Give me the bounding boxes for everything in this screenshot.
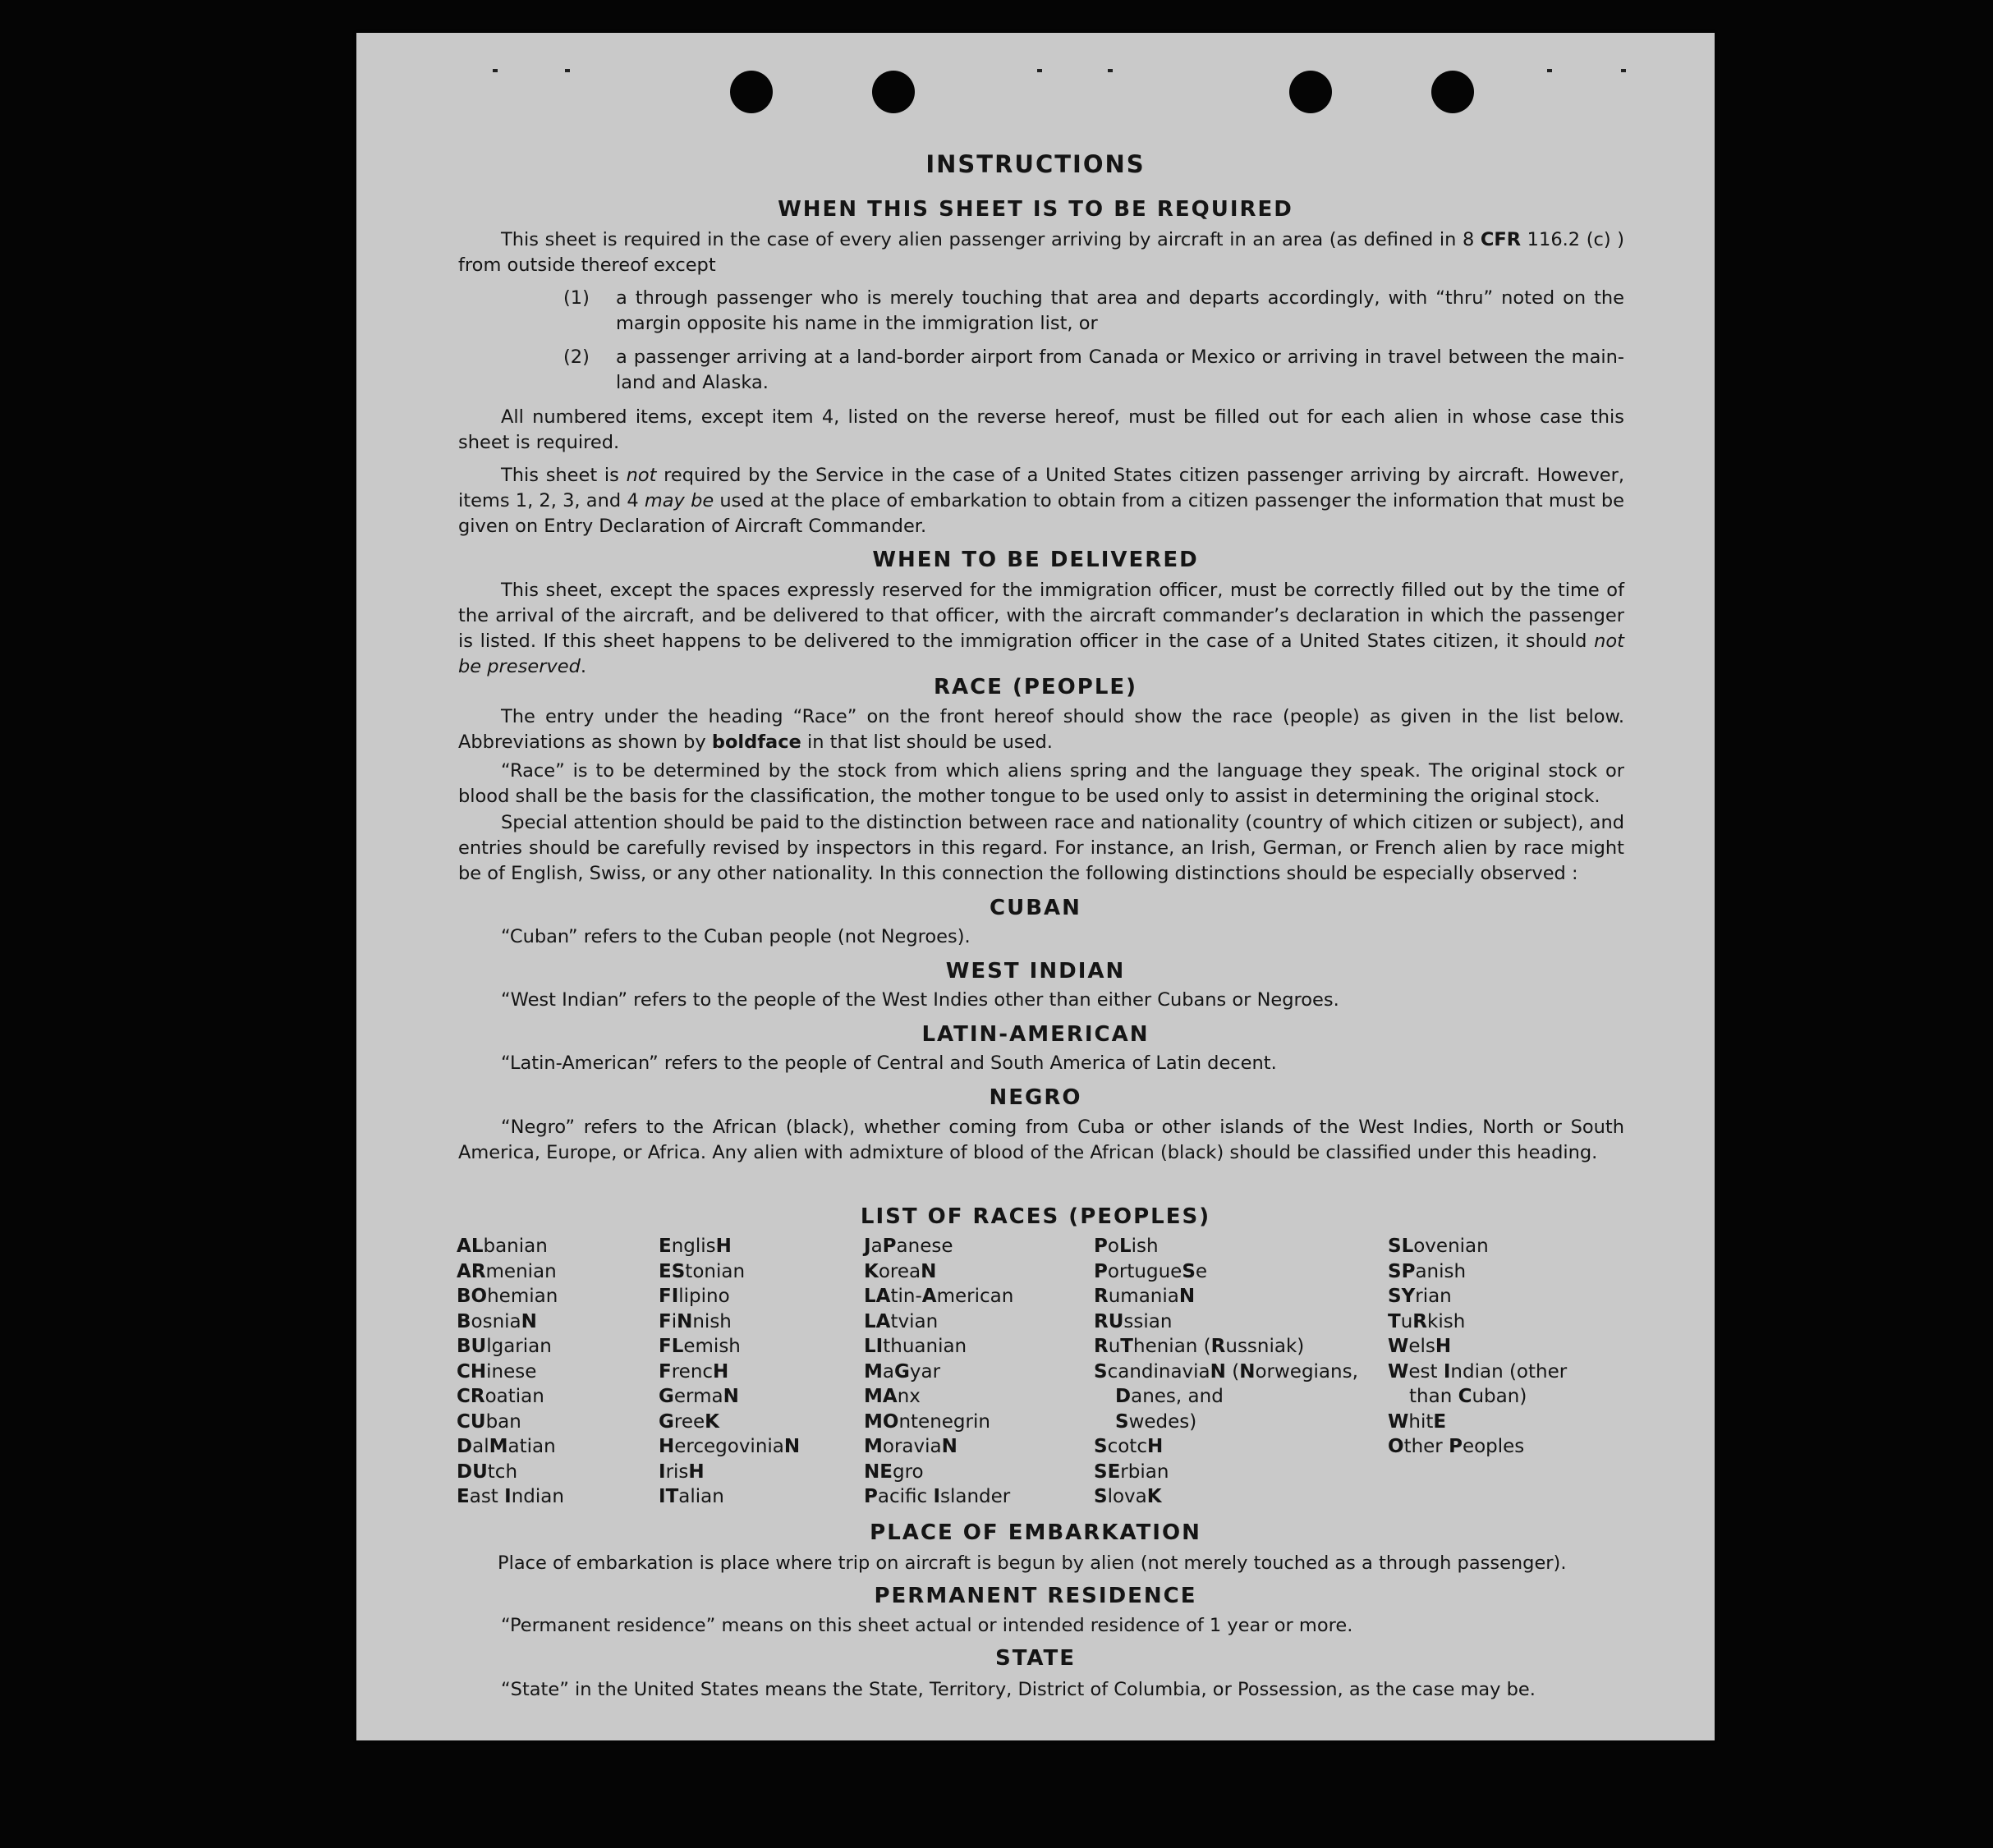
list-item [563, 286, 1624, 337]
race-column-1 [457, 1234, 564, 1510]
item-number: (2) [563, 346, 590, 368]
race-entry: PortugueSe [1094, 1260, 1208, 1282]
text-cuban: “Cuban” refers to the Cuban people (not Negroes). [501, 926, 971, 947]
race-entry: EnglisH [659, 1236, 732, 1257]
race-entry: DalMatian [457, 1436, 556, 1457]
list-item [563, 345, 1624, 396]
text-latin-american: “Latin-American” refers to the people of Central and South America of Latin decent. [501, 1052, 1277, 1074]
punch-hole [872, 71, 915, 113]
race-entry: WelsH [1388, 1336, 1452, 1357]
race-entry: FIlipino [659, 1286, 730, 1307]
page-title: INSTRUCTIONS [925, 150, 1146, 178]
heading-cuban: CUBAN [990, 896, 1081, 920]
heading-when-delivered: WHEN TO BE DELIVERED [872, 548, 1199, 572]
race-entry: LIthuanian [864, 1336, 967, 1357]
paper-speck [1108, 69, 1113, 72]
para-negro: “Negro” refers to the African (black), whether coming from Cuba or other islands of the West Indies, North or South America, Europe, or Africa. Any alien with admixture of blood of the African (black) should be classified under this heading. [458, 1117, 1624, 1163]
heading-state: STATE [994, 1646, 1077, 1671]
race-entry: BosniaN [457, 1310, 537, 1332]
para-when-required: This sheet is required in the case of every alien passenger arriving by aircraft in an area (as defined in 8 CFR 116.2 (c) ) from outside thereof except [458, 229, 1624, 276]
race-entry: CHinese [457, 1360, 537, 1383]
race-entry: EStonian [659, 1260, 746, 1282]
race-entry: East Indian [457, 1486, 564, 1507]
race-entry: TuRkish [1388, 1310, 1466, 1332]
race-entry: FrencH [659, 1360, 729, 1383]
race-entry: KoreaN [864, 1260, 937, 1282]
race-entry: GreeK [659, 1410, 719, 1433]
race-entry: ScandinaviaN (Norwegians, [1094, 1360, 1358, 1383]
race-entry: FLemish [659, 1336, 741, 1357]
race-entry: ARmenian [457, 1260, 557, 1282]
race-column-3 [864, 1234, 1013, 1510]
para-citizen: This sheet is not required by the Service in the case of a United States citizen passenger arriving by aircraft. However, items 1, 2, 3, and 4 may be used at the place of embarkation to obtain from a citizen passenger the information that must be given on Entry Declaration of Aircraft Commander. [458, 465, 1625, 537]
document-page [356, 33, 1715, 1740]
heading-when-required: WHEN THIS SHEET IS TO BE REQUIRED [778, 197, 1293, 222]
race-entry: LAtin-American [864, 1286, 1014, 1307]
race-entry: than Cuban) [1409, 1386, 1527, 1407]
text-state: “State” in the United States means the State, Territory, District of Columbia, or Possession, as the case may be. [501, 1679, 1536, 1700]
race-entry: MOntenegrin [864, 1410, 990, 1433]
race-entry: Pacific Islander [864, 1486, 1011, 1507]
race-column-4 [1094, 1234, 1358, 1510]
race-entry: RumaniaN [1094, 1286, 1196, 1307]
race-entry: ScotcH [1094, 1436, 1164, 1457]
race-entry: SErbian [1094, 1461, 1169, 1483]
race-entry: GermaN [659, 1386, 739, 1407]
punch-hole [1431, 71, 1474, 113]
para-when-delivered: This sheet, except the spaces expressly reserved for the immigration officer, must be correctly filled out by the time of the arrival of the aircraft, and be delivered to that officer, with the aircraft commander’s declaration in which the passenger is listed. If this sheet happens to be delivered to the immigration officer in the case of a United States citizen, it should not be preserved. [458, 580, 1624, 677]
race-entry: Danes, and [1115, 1386, 1224, 1407]
race-entry: NEgro [864, 1461, 924, 1483]
race-entry: ALbanian [457, 1236, 548, 1257]
race-entry: DUtch [457, 1461, 518, 1483]
race-entry: FiNnish [659, 1310, 732, 1332]
item-text: a through passenger who is merely touching that area and departs accordingly, with “thru” noted on the margin opposite his name in the immigration list, or [616, 287, 1624, 334]
heading-negro: NEGRO [989, 1085, 1082, 1110]
paper-speck [1621, 69, 1626, 72]
race-entry: CRoatian [457, 1386, 544, 1407]
text-west-indian: “West Indian” refers to the people of the West Indies other than either Cubans or Negroes. [501, 989, 1339, 1011]
race-entry: MoraviaN [864, 1436, 957, 1457]
paper-speck [1547, 69, 1552, 72]
race-entry: LAtvian [864, 1310, 939, 1332]
punch-hole [730, 71, 773, 113]
race-entry: CUban [457, 1410, 521, 1433]
race-entry: SYrian [1388, 1286, 1452, 1307]
race-entry: ITalian [659, 1486, 724, 1507]
race-entry: RuThenian (Russniak) [1094, 1336, 1305, 1357]
race-entry: SPanish [1388, 1260, 1467, 1282]
heading-embarkation: PLACE OF EMBARKATION [870, 1520, 1201, 1545]
race-entry: JaPanese [864, 1236, 953, 1257]
race-entry: Swedes) [1115, 1410, 1197, 1433]
race-entry: BOhemian [457, 1286, 558, 1307]
race-entry: RUssian [1094, 1310, 1173, 1332]
race-column-2 [659, 1234, 800, 1510]
para-race-1: The entry under the heading “Race” on the front hereof should show the race (people) as given in the list below. Abbreviations as shown by boldface in that list should be used. [458, 706, 1624, 753]
race-entry: HercegoviniaN [659, 1436, 801, 1457]
race-entry: SlovaK [1094, 1486, 1162, 1507]
text-permanent-residence: “Permanent residence” means on this sheet actual or intended residence of 1 year or more. [501, 1615, 1353, 1636]
text-embarkation: Place of embarkation is place where trip on aircraft is begun by alien (not merely touched as a through passenger). [498, 1552, 1567, 1574]
race-column-5 [1388, 1234, 1567, 1460]
heading-permanent-residence: PERMANENT RESIDENCE [874, 1584, 1197, 1608]
race-entry: MAnx [864, 1386, 921, 1407]
race-entry: West Indian (other [1388, 1360, 1568, 1383]
paper-speck [1037, 69, 1042, 72]
race-entry: WhitE [1388, 1410, 1447, 1433]
race-entry: Other Peoples [1388, 1436, 1525, 1457]
item-number: (1) [563, 287, 590, 309]
race-entry: MaGyar [864, 1360, 941, 1383]
race-entry: BUlgarian [457, 1336, 552, 1357]
item-text: a passenger arriving at a land-border airport from Canada or Mexico or arriving in travel between the main-land and Alaska. [616, 346, 1624, 393]
race-entry: IrisH [659, 1461, 705, 1483]
heading-latin-american: LATIN-AMERICAN [921, 1022, 1150, 1047]
para-numbered-items: All numbered items, except item 4, listed on the reverse hereof, must be filled out for each alien in whose case this sheet is required. [458, 406, 1624, 453]
race-entry: PoLish [1094, 1236, 1159, 1257]
heading-list-of-races: LIST OF RACES (PEOPLES) [860, 1204, 1211, 1229]
heading-race: RACE (PEOPLE) [933, 675, 1138, 699]
paper-speck [493, 69, 498, 72]
para-race-3: Special attention should be paid to the distinction between race and nationality (country of which citizen or subject), and entries should be carefully revised by inspectors in this regard. For instance, an Irish, German, or French alien by race might be of English, Swiss, or any other nationality. In this connection the following distinctions should be especially observed : [458, 812, 1624, 884]
para-race-2: “Race” is to be determined by the stock from which aliens spring and the language they speak. The original stock or blood shall be the basis for the classification, the mother tongue to be used only to assist in determining the original stock. [458, 760, 1624, 807]
punch-hole [1289, 71, 1332, 113]
race-entry: SLovenian [1388, 1236, 1489, 1257]
heading-west-indian: WEST INDIAN [945, 959, 1126, 984]
paper-speck [565, 69, 570, 72]
